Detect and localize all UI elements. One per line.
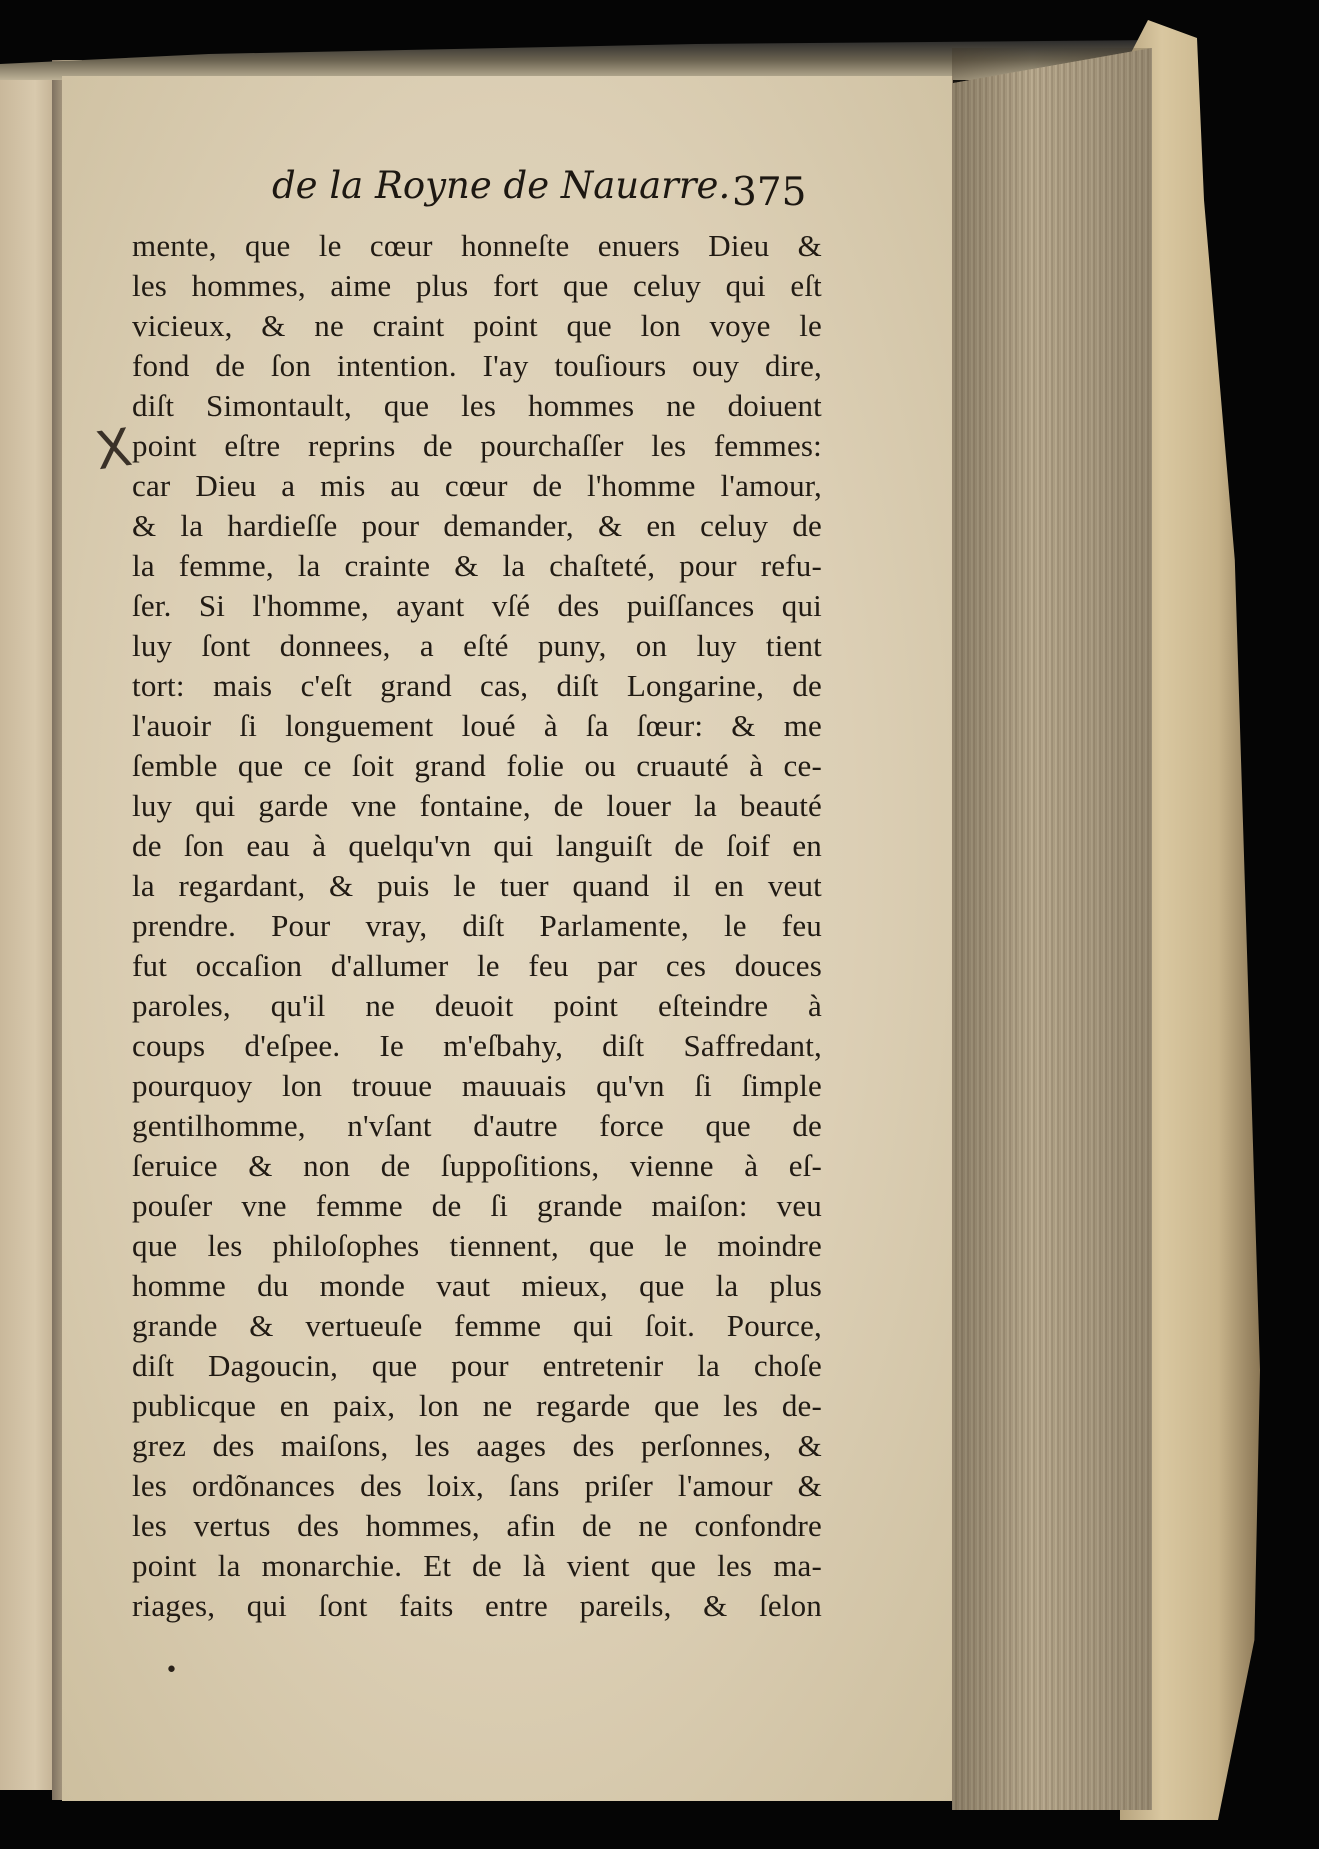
- text-line: point la monarchie. Et de là vient que les ma-: [132, 1548, 822, 1583]
- text-line: pouſer vne femme de ſi grande maiſon: veu: [132, 1188, 822, 1223]
- text-line: de ſon eau à quelqu'vn qui languiſt de ſoif en: [132, 828, 822, 863]
- text-line: l'auoir ſi longuement loué à ſa ſœur: & me: [132, 708, 822, 743]
- text-line: gentilhomme, n'vſant d'autre force que de: [132, 1108, 822, 1143]
- text-line: ſemble que ce ſoit grand folie ou cruauté à ce-: [132, 748, 822, 783]
- text-line: & la hardieſſe pour demander, & en celuy de: [132, 508, 822, 543]
- text-line: prendre. Pour vray, diſt Parlamente, le feu: [132, 908, 822, 943]
- text-line: fut occaſion d'allumer le feu par ces douces: [132, 948, 822, 983]
- text-line: point eſtre reprins de pourchaſſer les femmes:: [132, 428, 822, 463]
- text-line: que les philoſophes tiennent, que le moindre: [132, 1228, 822, 1263]
- text-line: pourquoy lon trouue mauuais qu'vn ſi ſimple: [132, 1068, 822, 1103]
- text-line: grande & vertueuſe femme qui ſoit. Pource,: [132, 1308, 822, 1343]
- text-line: car Dieu a mis au cœur de l'homme l'amour,: [132, 468, 822, 503]
- text-line: les vertus des hommes, afin de ne confondre: [132, 1508, 822, 1543]
- text-line: mente, que le cœur honneſte enuers Dieu &: [132, 228, 822, 263]
- text-line: vicieux, & ne craint point que lon voye le: [132, 308, 822, 343]
- text-line: publicque en paix, lon ne regarde que les de-: [132, 1388, 822, 1423]
- page-edges-shading: [952, 48, 1152, 1810]
- text-line: fond de ſon intention. I'ay touſiours ouy dire,: [132, 348, 822, 383]
- text-line: grez des maiſons, les aages des perſonnes, &: [132, 1428, 822, 1463]
- text-line: riages, qui ſont faits entre pareils, & ſelon: [132, 1588, 822, 1623]
- text-line: diſt Dagoucin, que pour entretenir la choſe: [132, 1348, 822, 1383]
- text-line: la regardant, & puis le tuer quand il en veut: [132, 868, 822, 903]
- page-number: 375: [732, 170, 807, 215]
- margin-annotation: X: [91, 417, 136, 483]
- text-line: tort: mais c'eſt grand cas, diſt Longarine, de: [132, 668, 822, 703]
- text-line: diſt Simontault, que les hommes ne doiuent: [132, 388, 822, 423]
- text-line: paroles, qu'il ne deuoit point eſteindre à: [132, 988, 822, 1023]
- body-text: [132, 226, 822, 1626]
- running-head: de la Royne de Nauarre.: [272, 164, 731, 207]
- text-line: ſeruice & non de ſuppoſitions, vienne à eſ-: [132, 1148, 822, 1183]
- text-line: homme du monde vaut mieux, que la plus: [132, 1268, 822, 1303]
- text-line: luy ſont donnees, a eſté puny, on luy tient: [132, 628, 822, 663]
- text-line: les hommes, aime plus fort que celuy qui eſt: [132, 268, 822, 303]
- text-line: les ordõnances des loix, ſans priſer l'amour &: [132, 1468, 822, 1503]
- text-line: la femme, la crainte & la chaſteté, pour refu-: [132, 548, 822, 583]
- text-line: coups d'eſpee. Ie m'eſbahy, diſt Saffredant,: [132, 1028, 822, 1063]
- text-line: ſer. Si l'homme, ayant vſé des puiſſances qui: [132, 588, 822, 623]
- catch-mark: •: [165, 1658, 178, 1683]
- text-line: luy qui garde vne fontaine, de louer la beauté: [132, 788, 822, 823]
